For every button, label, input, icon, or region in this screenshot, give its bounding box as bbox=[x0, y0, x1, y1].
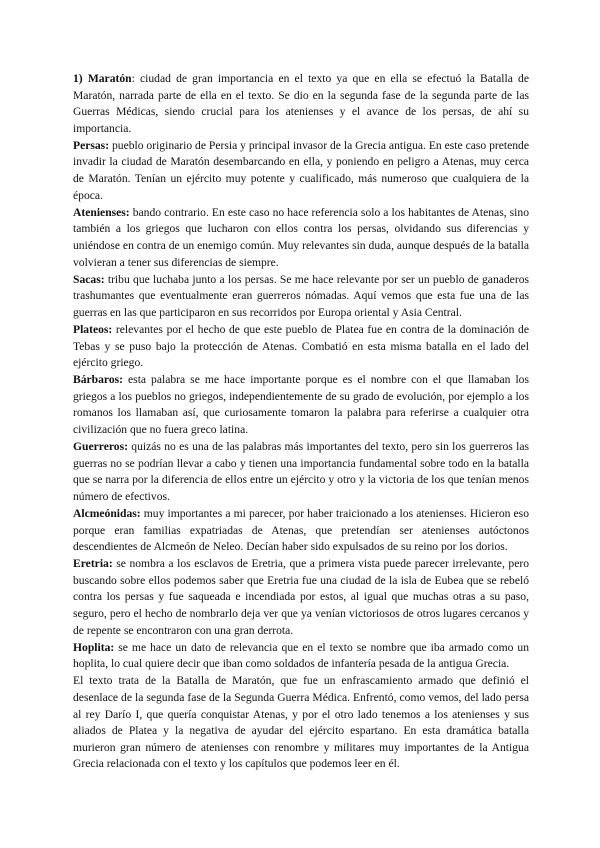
entry-eretria bbox=[73, 556, 529, 639]
entry-term: Alcmeónidas: bbox=[73, 506, 141, 520]
entry-text: muy importantes a mi parecer, por haber traicionado a los atenienses. Hicieron eso porque eran familias expatriadas de Atenas, que pretendían ser atenienses autóctonos descendientes de Alcmeón de Neleo. Decían haber sido expulsados de su reino por los dorios. bbox=[73, 506, 529, 554]
entry-text: quizás no es una de las palabras más importantes del texto, pero sin los guerreros las guerras no se podrían llevar a cabo y tienen una importancia fundamental sobre todo en la batalla que se narra por la diferencia de ellos entre un ejército y otro y la victoria de los que tenían menos número de efectivos. bbox=[73, 440, 529, 503]
entry-term: 1) Maratón bbox=[73, 72, 132, 85]
entry-text: se me hace un dato de relevancia que en el texto se nombre que iba armado como un hoplita, lo cual quiere decir que iban como soldados de infantería pesada de la antigua Grecia. bbox=[73, 640, 529, 671]
entry-hoplita bbox=[73, 640, 529, 673]
entry-term: Persas: bbox=[73, 138, 110, 152]
entry-term: Eretria: bbox=[73, 557, 113, 571]
entry-text: esta palabra se me hace importante porque es el nombre con el que llamaban los griegos a los pueblos no griegos, independientemente de su grado de evolución, por ejemplo a los romanos los llamaban así, que curiosamente tomaron la palabra para referirse a cualquier otra civilización que no fuera greco latina. bbox=[73, 373, 529, 436]
entry-text: se nombra a los esclavos de Eretria, que a primera vista puede parecer irrelevante, pero buscando sobre ellos podemos saber que Eretria fue una ciudad de la isla de Eubea que se rebeló contra los persas y fue saqueada e incendiada por estos, al igual que muchas otras a su paso, seguro, pero el hecho de nombrarlo deja ver que ya venían victoriosos de otros lugares cercanos y de repente se encontraron con una gran derrota. bbox=[73, 557, 529, 637]
entry-atenienses bbox=[73, 205, 529, 271]
entry-alcmeonidas bbox=[73, 506, 529, 556]
document-page bbox=[73, 71, 529, 773]
entry-text: relevantes por el hecho de que este pueblo de Platea fue en contra de la dominación de Tebas y se puso bajo la protección de Atenas. Combatió en esta misma batalla en el lado del ejército griego. bbox=[73, 322, 529, 370]
entry-maraton bbox=[73, 71, 529, 137]
entry-term: Hoplita: bbox=[73, 640, 115, 654]
entry-sacas bbox=[73, 272, 529, 322]
entry-text: tribu que luchaba junto a los persas. Se me hace relevante por ser un pueblo de ganaderos trashumantes que eventualmente eran guerreros nómadas. Aquí vemos que esta fue una de las guerras en las que participaron en sus recorridos por Europa oriental y Asia Central. bbox=[73, 272, 529, 319]
entry-term: Plateos: bbox=[73, 322, 113, 336]
entry-separator: : bbox=[131, 72, 135, 85]
entry-text: bando contrario. En este caso no hace referencia solo a los habitantes de Atenas, sino también a los griegos que lucharon con ellos contra los persas, olvidando sus diferencias y uniéndose en contra de un enemigo común. Muy relevantes sin duda, aunque después de la batalla volvieran a tener sus diferencias de siempre. bbox=[73, 205, 529, 269]
entry-text: pueblo originario de Persia y principal invasor de la Grecia antigua. En este caso pretende invadir la ciudad de Maratón desembarcando en ella, y poniendo en peligro a Atenas, muy cerca de Maratón. Tenían un ejército muy potente y cualificado, más numeroso que cualquiera de la época. bbox=[73, 138, 529, 202]
entry-guerreros bbox=[73, 439, 529, 505]
entry-term: Sacas: bbox=[73, 272, 105, 286]
entry-plateos bbox=[73, 322, 529, 372]
entry-term: Atenienses: bbox=[73, 205, 130, 219]
entry-barbaros bbox=[73, 372, 529, 438]
entry-persas bbox=[73, 138, 529, 204]
entry-text: ciudad de gran importancia en el texto ya que en ella se efectuó la Batalla de Maratón, narrada parte de ella en el texto. Se dio en la segunda fase de la segunda parte de las Guerras Médicas, siendo crucial para los atenienses y el avance de los persas, de ahí su importancia. bbox=[73, 72, 529, 135]
entry-term: Guerreros: bbox=[73, 440, 128, 454]
summary-paragraph: El texto trata de la Batalla de Maratón, que fue un enfrascamiento armado que definió el desenlace de la segunda fase de la Segunda Guerra Médica. Enfrentó, como vemos, del lado persa al rey Darío I, que quería conquistar Atenas, y por el otro lado tenemos a los atenienses y sus aliados de Platea y la negativa de ayudar del ejército espartano. En esta dramática batalla murieron gran número de atenienses con renombre y militares muy importantes de la Antigua Grecia relacionada con el texto y los capítulos que podemos leer en él. bbox=[73, 674, 529, 771]
entry-term: Bárbaros: bbox=[73, 373, 124, 387]
